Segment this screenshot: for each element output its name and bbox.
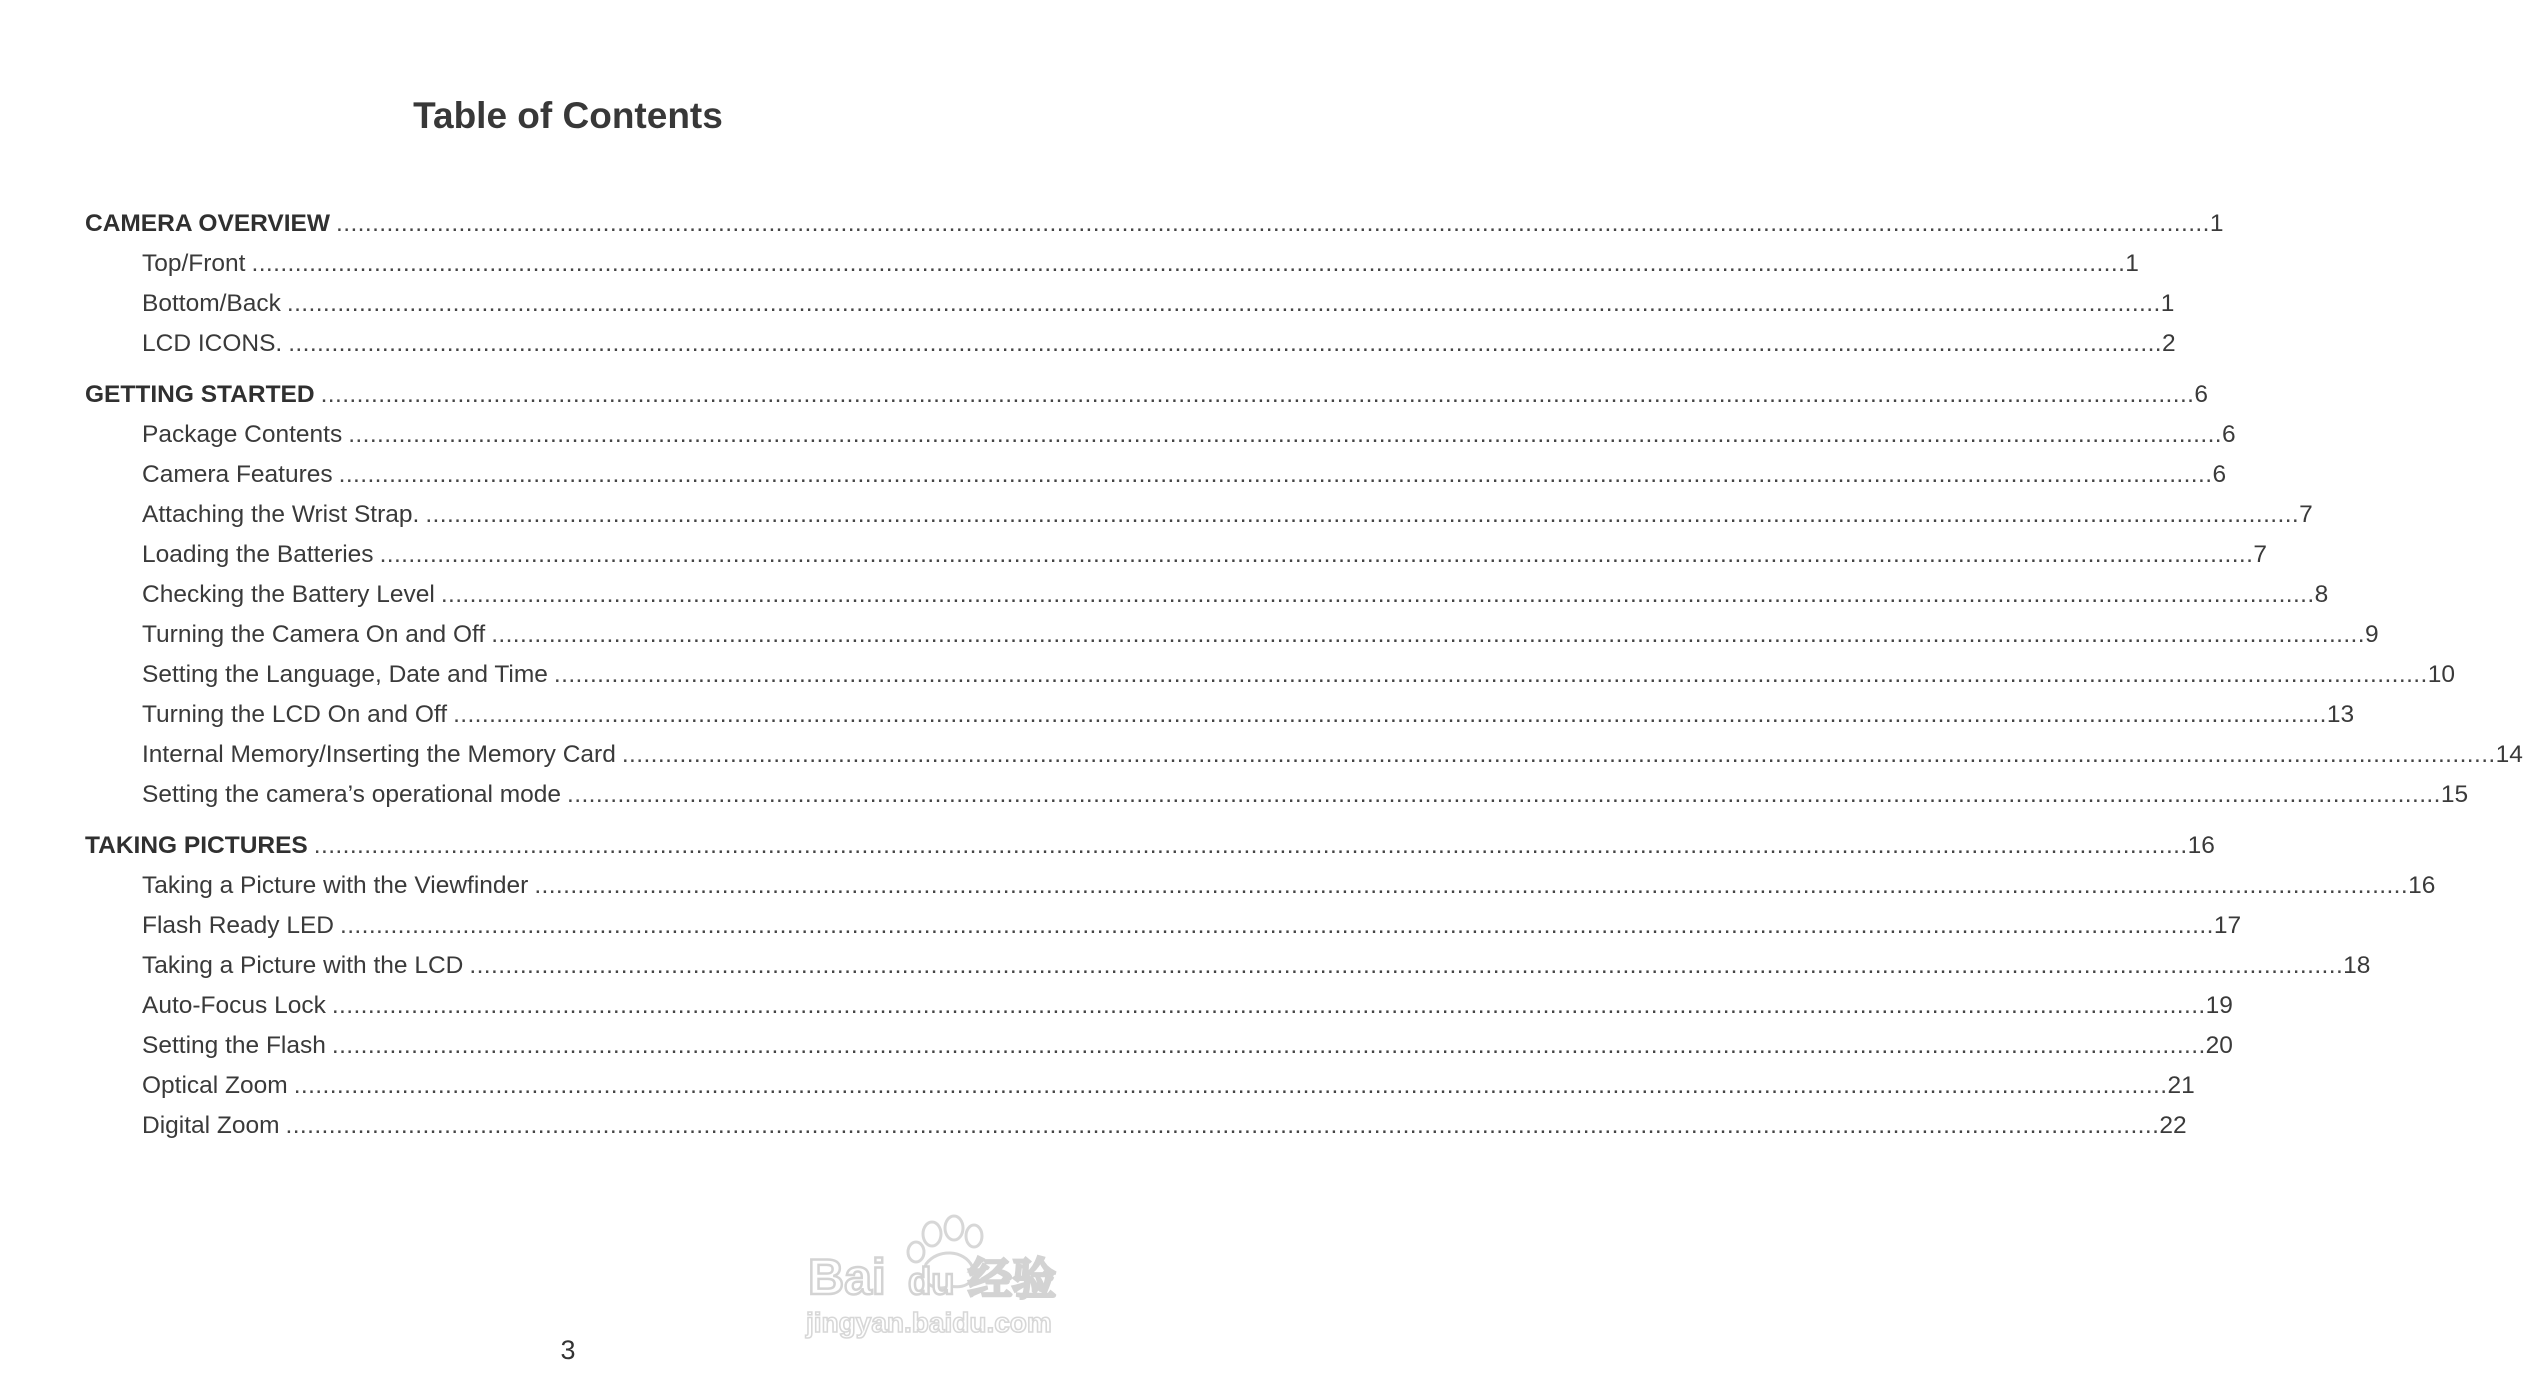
toc-entry-auto-focus-lock[interactable] xyxy=(142,991,2233,1021)
dot-leader: .................................................................................................................................................................................................................................................................... xyxy=(425,501,2300,528)
toc-entry-page: 18 xyxy=(2343,952,2371,979)
toc-entry-page: 2 xyxy=(2162,330,2176,357)
dot-leader: .................................................................................................................................................................................................................................................................... xyxy=(288,330,2163,357)
toc-entry-page: 16 xyxy=(2408,872,2436,899)
toc-entry-label: GETTING STARTED xyxy=(85,381,315,408)
toc-entry-label: Package Contents xyxy=(142,421,343,448)
toc-entry-page: 15 xyxy=(2440,781,2469,808)
toc-entry-label: Checking the Battery Level xyxy=(142,581,435,608)
dot-leader: .................................................................................................................................................................................................................................................................... xyxy=(440,581,2315,608)
dot-leader: .................................................................................................................................................................................................................................................................... xyxy=(379,541,2254,568)
dot-leader: .................................................................................................................................................................................................................................................................... xyxy=(621,741,2496,768)
toc-entry-viewfinder[interactable] xyxy=(142,871,2436,901)
baidu-jingyan-watermark xyxy=(804,1212,1066,1342)
toc-entry-page: 7 xyxy=(2253,541,2267,568)
dot-leader: .................................................................................................................................................................................................................................................................... xyxy=(320,381,2195,408)
toc-entry-setting-flash[interactable] xyxy=(142,1031,2233,1061)
toc-entry-package-contents[interactable] xyxy=(142,420,2236,450)
toc-entry-label: Digital Zoom xyxy=(142,1112,280,1139)
toc-entry-label: CAMERA OVERVIEW xyxy=(85,210,331,237)
toc-entry-label: Bottom/Back xyxy=(142,290,281,317)
toc-entry-lcd-on-off[interactable] xyxy=(142,700,2355,730)
toc-entry-optical-zoom[interactable] xyxy=(142,1071,2195,1101)
toc-entry-page: 8 xyxy=(2314,581,2329,608)
dot-leader: .................................................................................................................................................................................................................................................................... xyxy=(340,912,2214,939)
toc-entry-page: 6 xyxy=(2212,461,2227,488)
toc-entry-page: 19 xyxy=(2205,992,2233,1019)
toc-entry-digital-zoom[interactable] xyxy=(142,1111,2187,1141)
toc-entry-label: Internal Memory/Inserting the Memory Card xyxy=(142,741,616,768)
toc-entry-picture-lcd[interactable] xyxy=(142,951,2371,981)
page-number: 3 xyxy=(560,1335,576,1365)
toc-entry-memory-card[interactable] xyxy=(142,740,2523,770)
toc-entry-label: Loading the Batteries xyxy=(142,541,374,568)
dot-leader: .................................................................................................................................................................................................................................................................... xyxy=(286,290,2161,317)
dot-leader: .................................................................................................................................................................................................................................................................... xyxy=(331,1032,2206,1059)
toc-entry-camera-overview[interactable] xyxy=(85,209,2224,239)
dot-leader: .................................................................................................................................................................................................................................................................... xyxy=(331,992,2206,1019)
toc-entry-camera-features[interactable] xyxy=(142,460,2227,490)
toc-entry-flash-ready-led[interactable] xyxy=(142,911,2242,941)
watermark-jingyan-cn-text: 经验 xyxy=(968,1254,1056,1305)
page-title: Table of Contents xyxy=(413,95,723,136)
toc-entry-label: Flash Ready LED xyxy=(142,912,335,939)
watermark-logo-text: Bai xyxy=(808,1249,886,1305)
dot-leader: .................................................................................................................................................................................................................................................................... xyxy=(553,661,2428,688)
toc-entry-label: Attaching the Wrist Strap. xyxy=(142,501,420,528)
toc-entry-lcd-icons[interactable] xyxy=(142,329,2176,359)
toc-entry-getting-started[interactable] xyxy=(85,380,2209,410)
toc-entry-language-date-time[interactable] xyxy=(142,660,2455,690)
dot-leader: .................................................................................................................................................................................................................................................................... xyxy=(348,421,2223,448)
toc-entry-page: 1 xyxy=(2160,290,2175,317)
toc-entry-page: 20 xyxy=(2205,1032,2233,1059)
toc-entry-label: Top/Front xyxy=(142,250,246,277)
toc-entry-label: Turning the Camera On and Off xyxy=(142,621,486,648)
toc-entry-label: LCD ICONS. xyxy=(142,330,283,357)
toc-entry-label: Taking a Picture with the LCD xyxy=(142,952,464,979)
toc-entry-page: 22 xyxy=(2159,1112,2187,1139)
toc-entry-page: 10 xyxy=(2427,661,2455,688)
dot-leader: .................................................................................................................................................................................................................................................................... xyxy=(313,832,2188,859)
toc-entry-label: Setting the camera’s operational mode xyxy=(142,781,562,808)
toc-entry-operational-mode[interactable] xyxy=(142,780,2469,810)
toc-entry-camera-on-off[interactable] xyxy=(142,620,2379,650)
dot-leader: .................................................................................................................................................................................................................................................................... xyxy=(285,1112,2160,1139)
toc-entry-wrist-strap[interactable] xyxy=(142,500,2313,530)
watermark-url-text: jingyan.baidu.com xyxy=(806,1307,1052,1338)
toc-entry-page: 9 xyxy=(2364,621,2379,648)
toc-entry-page: 16 xyxy=(2187,832,2215,859)
dot-leader: .................................................................................................................................................................................................................................................................... xyxy=(567,781,2441,808)
toc-entry-page: 14 xyxy=(2495,741,2523,768)
dot-leader: .................................................................................................................................................................................................................................................................... xyxy=(336,210,2210,237)
watermark-du-text: du xyxy=(908,1261,955,1303)
toc-entry-battery-level[interactable] xyxy=(142,580,2329,610)
toc-entry-page: 1 xyxy=(2125,250,2139,277)
toc-entry-page: 13 xyxy=(2326,701,2355,728)
toc-entry-label: Camera Features xyxy=(142,461,333,488)
toc-entry-page: 6 xyxy=(2194,381,2209,408)
toc-entry-page: 6 xyxy=(2222,421,2236,448)
toc-entry-label: Optical Zoom xyxy=(142,1072,288,1099)
toc-entry-page: 17 xyxy=(2213,912,2242,939)
toc-entry-taking-pictures[interactable] xyxy=(85,831,2215,861)
toc-entry-label: TAKING PICTURES xyxy=(85,832,308,859)
dot-leader: .................................................................................................................................................................................................................................................................... xyxy=(534,872,2409,899)
dot-leader: .................................................................................................................................................................................................................................................................... xyxy=(338,461,2213,488)
toc-entry-loading-batteries[interactable] xyxy=(142,540,2267,570)
dot-leader: .................................................................................................................................................................................................................................................................... xyxy=(491,621,2365,648)
toc-entry-page: 7 xyxy=(2299,501,2313,528)
dot-leader: .................................................................................................................................................................................................................................................................... xyxy=(469,952,2344,979)
toc-entry-label: Setting the Language, Date and Time xyxy=(142,661,548,688)
toc-entry-label: Taking a Picture with the Viewfinder xyxy=(142,872,529,899)
dot-leader: .................................................................................................................................................................................................................................................................... xyxy=(251,250,2126,277)
toc-entry-page: 21 xyxy=(2167,1072,2195,1099)
toc-entry-bottom-back[interactable] xyxy=(142,289,2175,319)
dot-leader: .................................................................................................................................................................................................................................................................... xyxy=(293,1072,2168,1099)
toc-entry-top-front[interactable] xyxy=(142,249,2139,279)
toc-entry-page: 1 xyxy=(2209,210,2224,237)
dot-leader: .................................................................................................................................................................................................................................................................... xyxy=(453,701,2327,728)
toc-entry-label: Auto-Focus Lock xyxy=(142,992,326,1019)
toc-entry-label: Turning the LCD On and Off xyxy=(142,701,448,728)
toc-entry-label: Setting the Flash xyxy=(142,1032,326,1059)
